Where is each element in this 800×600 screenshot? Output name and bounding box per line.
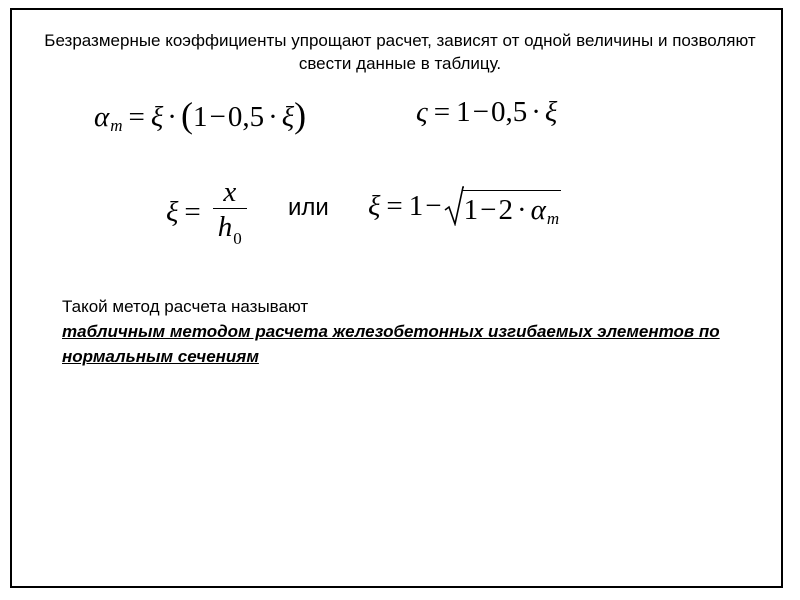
coefficient: 0,5 [227,100,265,133]
xi-symbol: ξ [166,196,179,228]
formula-zeta [416,96,557,129]
intro-text: Безразмерные коэффициенты упрощают расчет, зависят от одной величины и позволяют свести данные в таблицу. [44,31,756,73]
coefficient: 0,5 [491,96,528,128]
alpha-subscript: m [546,209,560,228]
formula-xi-ratio [166,176,247,249]
xi-symbol-2: ξ [281,100,295,133]
connector-word: или [288,194,329,221]
method-paragraph [62,294,742,369]
equals-sign: = [128,100,145,133]
minus-sign: − [209,100,226,133]
equals-sign: = [184,196,201,228]
zeta-symbol: ς [416,96,428,128]
radicand-minus: − [480,194,497,226]
dot-operator: · [531,96,541,128]
number-one: 1 [192,100,208,133]
alpha-subscript: m [110,116,123,135]
radicand-two: 2 [498,194,513,226]
xi-symbol: ξ [150,100,164,133]
radical-sign-icon [444,186,464,226]
xi-symbol: ξ [544,96,558,128]
fraction-numerator: x [223,176,237,208]
number-one: 1 [408,189,424,222]
minus-sign: − [472,96,489,128]
method-name: табличным методом расчета железобетонных изгибаемых элементов по нормальным сечениям [62,322,720,366]
alpha-symbol: α [94,100,110,133]
right-paren: ) [294,95,307,135]
left-paren: ( [180,95,193,135]
alpha-symbol: α [530,194,546,226]
method-intro: Такой метод расчета называют [62,297,309,316]
formula-alpha-m [94,96,306,138]
dot-operator-2: · [268,100,278,133]
square-root [444,186,562,226]
equals-sign: = [386,189,403,222]
radicand-one: 1 [463,194,479,226]
number-one: 1 [456,96,471,128]
radicand [462,190,562,226]
dot-operator: · [517,194,527,226]
denominator-h: h [217,211,233,243]
xi-symbol: ξ [368,189,381,222]
dot-operator: · [167,100,177,133]
fraction [213,176,247,249]
formula-xi-sqrt [368,186,561,226]
fraction-denominator [214,209,246,249]
denominator-subscript: 0 [233,229,242,248]
minus-sign: − [425,189,442,222]
equals-sign: = [433,96,451,128]
